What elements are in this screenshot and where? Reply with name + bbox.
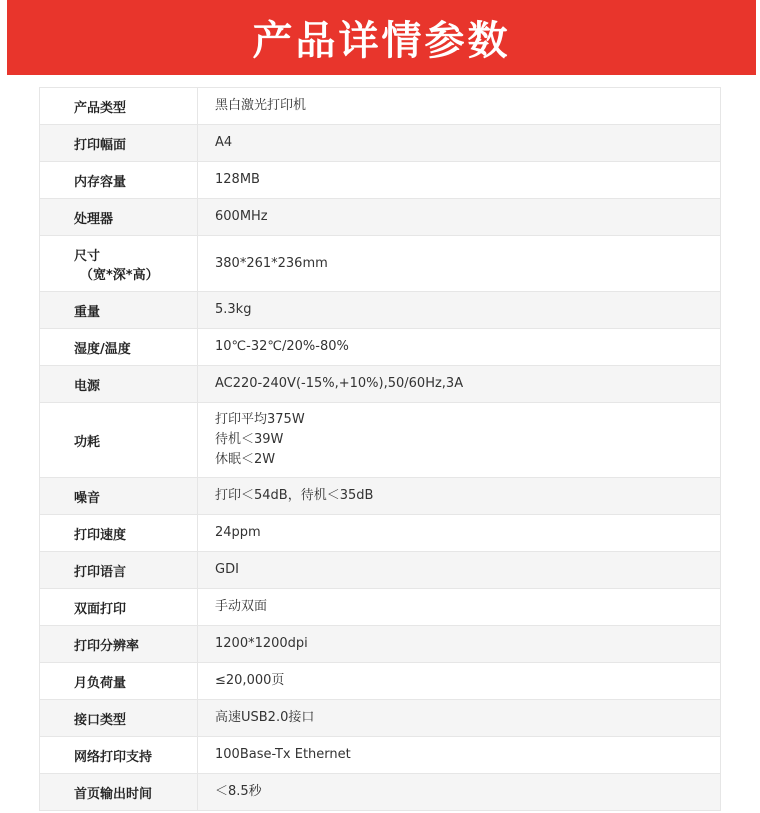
spec-value: 600MHz	[198, 199, 721, 236]
spec-label: 接口类型	[40, 700, 198, 737]
spec-label: 双面打印	[40, 589, 198, 626]
spec-label: 功耗	[40, 403, 198, 478]
spec-label: 产品类型	[40, 88, 198, 125]
spec-label-cell	[40, 236, 198, 292]
spec-row-print-language	[40, 552, 721, 589]
spec-row-paper-size	[40, 125, 721, 162]
spec-row-print-speed	[40, 515, 721, 552]
spec-table	[39, 87, 721, 811]
spec-row-network	[40, 737, 721, 774]
spec-row-processor	[40, 199, 721, 236]
spec-label: 打印幅面	[40, 125, 198, 162]
page-title: 产品详情参数	[252, 18, 511, 64]
spec-value: 打印＜54dB，待机＜35dB	[198, 478, 721, 515]
spec-value: 380*261*236mm	[198, 236, 721, 292]
spec-row-dimensions	[40, 236, 721, 292]
spec-row-humidity-temp	[40, 329, 721, 366]
spec-label: 处理器	[40, 199, 198, 236]
spec-table-body	[40, 88, 721, 811]
spec-value: 手动双面	[198, 589, 721, 626]
spec-label: 重量	[40, 292, 198, 329]
spec-label: 打印分辨率	[40, 626, 198, 663]
spec-label: 尺寸	[74, 248, 101, 264]
spec-value: 黑白激光打印机	[198, 88, 721, 125]
spec-label: 月负荷量	[40, 663, 198, 700]
spec-sublabel: （宽*深*高）	[80, 267, 159, 283]
spec-label: 噪音	[40, 478, 198, 515]
spec-value: 24ppm	[198, 515, 721, 552]
spec-value-cell	[198, 403, 721, 478]
spec-label: 打印语言	[40, 552, 198, 589]
spec-row-weight	[40, 292, 721, 329]
spec-row-product-type	[40, 88, 721, 125]
spec-label: 湿度/温度	[40, 329, 198, 366]
spec-value-line: 待机＜39W	[215, 432, 284, 447]
header-banner	[7, 0, 756, 75]
spec-value: 10℃-32℃/20%-80%	[198, 329, 721, 366]
spec-value: GDI	[198, 552, 721, 589]
spec-row-memory	[40, 162, 721, 199]
spec-value: AC220-240V(-15%,+10%),50/60Hz,3A	[198, 366, 721, 403]
spec-value: A4	[198, 125, 721, 162]
spec-row-noise	[40, 478, 721, 515]
spec-row-interface	[40, 700, 721, 737]
spec-label: 首页输出时间	[40, 774, 198, 811]
spec-value: ≤20,000页	[198, 663, 721, 700]
spec-value-line: 休眠＜2W	[215, 452, 276, 467]
spec-value: 高速USB2.0接口	[198, 700, 721, 737]
spec-value: ＜8.5秒	[198, 774, 721, 811]
spec-row-power-consumption	[40, 403, 721, 478]
spec-row-resolution	[40, 626, 721, 663]
spec-value: 5.3kg	[198, 292, 721, 329]
spec-label: 电源	[40, 366, 198, 403]
spec-label: 网络打印支持	[40, 737, 198, 774]
spec-label: 内存容量	[40, 162, 198, 199]
spec-row-first-page-out	[40, 774, 721, 811]
spec-label: 打印速度	[40, 515, 198, 552]
spec-value-line: 打印平均375W	[215, 412, 305, 427]
spec-value: 100Base-Tx Ethernet	[198, 737, 721, 774]
spec-row-power-supply	[40, 366, 721, 403]
spec-row-duty-cycle	[40, 663, 721, 700]
spec-value: 128MB	[198, 162, 721, 199]
spec-row-duplex	[40, 589, 721, 626]
spec-value: 1200*1200dpi	[198, 626, 721, 663]
